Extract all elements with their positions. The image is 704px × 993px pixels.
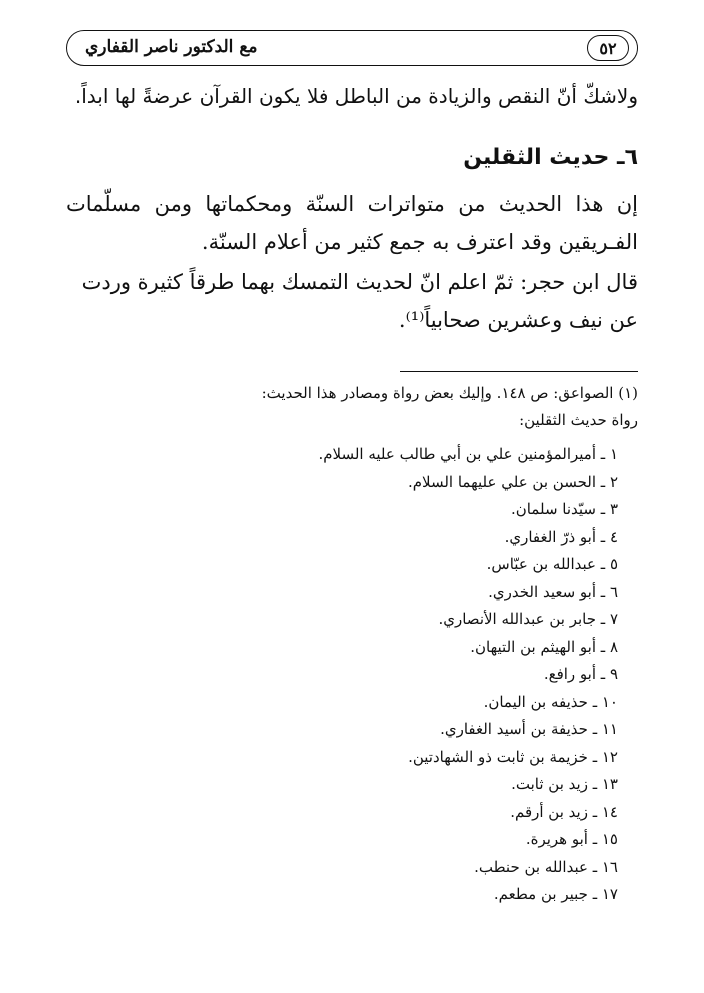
list-item: ١١ ـ حذيفة بن أسيد الغفاري.	[440, 720, 618, 738]
running-title: مع الدكتور ناصر القفاري	[85, 37, 258, 57]
list-item: ٥ ـ عبدالله بن عبّاس.	[486, 555, 618, 573]
section-heading: ٦ـ حديث الثقلين	[463, 145, 638, 170]
footnote-subheading: رواة حديث الثقلين:	[519, 411, 638, 429]
list-item: ١ ـ أميرالمؤمنين علي بن أبي طالب عليه السلام.	[318, 445, 618, 463]
list-item: ٢ ـ الحسن بن علي عليهما السلام.	[407, 472, 618, 491]
list-item: ١٢ ـ خزيمة بن ثابت ذو الشهادتين.	[408, 747, 618, 766]
list-item: ١٤ ـ زيد بن أرقم.	[510, 802, 618, 821]
list-item: ٣ ـ سيّدنا سلمان.	[510, 500, 618, 518]
footnote-first-line: (١) الصواعق: ص ١٤٨. وإليك بعض رواة ومصادر هذا الحديث:	[261, 384, 638, 402]
list-item: ١٠ ـ حذيفه بن اليمان.	[483, 692, 618, 711]
list-item: ١٣ ـ زيد بن ثابت.	[511, 775, 618, 793]
paragraph-2: قال ابن حجر: ثمّ اعلم انّ لحديث التمسك بهما طرقاً كثيرة وردت عن نيف وعشرين صحابياً⁽¹⁾.	[81, 270, 638, 332]
list-item: ٩ ـ أبو رافع.	[543, 665, 618, 683]
list-item: ١٥ ـ أبو هريرة.	[525, 830, 618, 848]
list-item: ١٦ ـ عبدالله بن حنطب.	[474, 857, 618, 876]
list-item: ٨ ـ أبو الهيثم بن التيهان.	[470, 637, 618, 656]
page-header	[66, 30, 638, 66]
footnote-divider	[400, 371, 638, 372]
opening-line: ولاشكّ أنّ النقص والزيادة من الباطل فلا يكون القرآن عرضةً لها ابداً.	[74, 84, 638, 108]
list-item: ٦ ـ أبو سعيد الخدري.	[488, 582, 618, 601]
narrator-list	[66, 441, 638, 909]
paragraph-1: إن هذا الحديث من متواترات السنّة ومحكماتها ومن مسلّمات الفـريقين وقد اعترف به جمع كثير من أعلام السنّة.	[66, 192, 638, 254]
list-item: ١٧ ـ جبير بن مطعم.	[493, 885, 618, 903]
list-item: ٤ ـ أبو ذرّ الغفاري.	[504, 527, 618, 546]
page-number: ٥٢	[587, 35, 629, 61]
list-item: ٧ ـ جابر بن عبدالله الأنصاري.	[438, 610, 618, 628]
